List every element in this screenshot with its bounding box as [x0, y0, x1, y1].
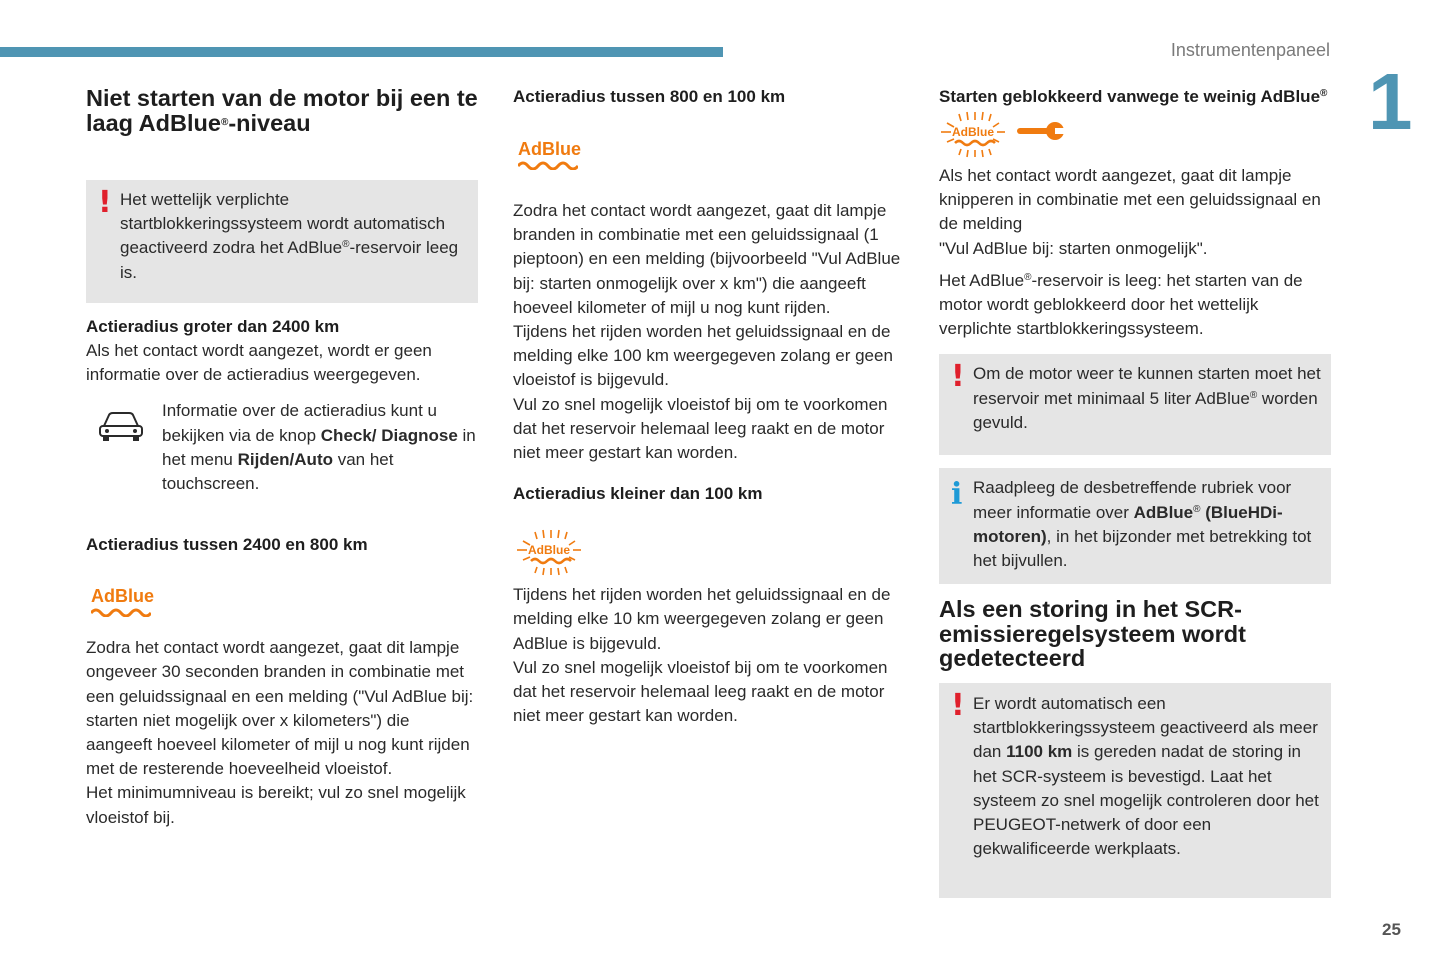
- range-text-under-100-a: Tijdens het rijden worden het geluidssignaal en de melding elke 10 km weergegeven zolang er geen AdBlue is bijgevuld.: [513, 585, 891, 653]
- adblue-lamp-blinking: [513, 529, 905, 583]
- blocked-title: Starten geblokkeerd vanwege te weinig AdBlue®: [939, 87, 1328, 106]
- column-2: [513, 85, 905, 728]
- range-text-2400-800: Zodra het contact wordt aangezet, gaat dit lampje ongeveer 30 seconden branden in combinatie met een geluidssignaal en een melding ("Vul AdBlue bij: starten niet mogelijk over x kilometers") die aangeeft hoeveel kilometer of mijl u nog kunt rijden met de resterende hoeveelheid vloeistof.: [86, 638, 474, 779]
- column-3: [939, 85, 1331, 898]
- chapter-number: 1: [1368, 57, 1413, 146]
- range-text-under-100-b: Vul zo snel mogelijk vloeistof bij om te voorkomen dat het reservoir helemaal leeg raakt en de motor niet meer gestart kan worden.: [513, 657, 888, 726]
- info-text: Raadpleeg de desbetreffende rubriek voor meer informatie over AdBlue® (BlueHDi-motoren), in het bijzonder met betrekking tot het bijvullen.: [973, 478, 1312, 571]
- warning-icon: !: [951, 359, 965, 395]
- warning-text: Om de motor weer te kunnen starten moet het reservoir met minimaal 5 liter AdBlue® worden gevuld.: [973, 364, 1321, 432]
- info-box: [939, 468, 1331, 584]
- warning-text: Het wettelijk verplichte startblokkeringssysteem wordt automatisch geactiveerd zodra het AdBlue®-reservoir leeg is.: [120, 190, 459, 282]
- adblue-blinking-icon: [513, 529, 585, 577]
- range-text-over-2400: Als het contact wordt aangezet, wordt er geen informatie over de actieradius weergegeven.: [86, 341, 432, 385]
- range-text-2400-800-b: Het minimumniveau is bereikt; vul zo snel mogelijk vloeistof bij.: [86, 783, 466, 827]
- info-with-car: [86, 399, 478, 496]
- range-title-over-2400: Actieradius groter dan 2400 km: [86, 317, 340, 336]
- svg-text:AdBlue: AdBlue: [528, 543, 570, 558]
- car-icon: [98, 411, 144, 443]
- blocked-text-1b: "Vul AdBlue bij: starten onmogelijk".: [939, 238, 1208, 258]
- wrench-icon: [1017, 120, 1067, 142]
- warning-box: [939, 354, 1331, 455]
- page-number: 25: [1382, 920, 1401, 939]
- svg-text:AdBlue: AdBlue: [952, 125, 994, 139]
- section-heading: Niet starten van de motor bij een te laag AdBlue®-niveau: [86, 85, 478, 136]
- adblue-blinking-icon: [937, 111, 1009, 159]
- range-text-800-100-c: Vul zo snel mogelijk vloeistof bij om te voorkomen dat het reservoir helemaal leeg raakt en de motor niet meer gestart kan worden.: [513, 394, 888, 463]
- warning-icon: !: [951, 687, 965, 723]
- info-text: Informatie over de actieradius kunt u bekijken via de knop Check/ Diagnose in het menu Rijden/Auto van het touchscreen.: [162, 401, 476, 494]
- range-text-800-100-b: Tijdens het rijden worden het geluidssignaal en de melding elke 100 km weergegeven zolang er geen vloeistof is bijgevuld.: [513, 322, 893, 390]
- scr-section-heading: Als een storing in het SCR-emissieregelsysteem wordt gedetecteerd: [939, 596, 1246, 672]
- range-text-800-100-a: Zodra het contact wordt aangezet, gaat dit lampje branden in combinatie met een geluidssignaal (1 pieptoon) en een melding (bijvoorbeeld "Vul AdBlue bij: starten onmogelijk over x km") die aangeeft hoeveel kilometer of mijl u nog kunt rijden.: [513, 201, 901, 317]
- warning-box: [939, 683, 1331, 898]
- range-title-under-100: Actieradius kleiner dan 100 km: [513, 484, 763, 504]
- warning-icon: !: [98, 185, 112, 220]
- adblue-lamp-2: [513, 139, 905, 199]
- adblue-icon: AdBlue: [518, 139, 581, 160]
- range-title-2400-800: Actieradius tussen 2400 en 800 km: [86, 535, 368, 555]
- adblue-icon: AdBlue: [91, 586, 154, 607]
- header-accent-bar: [0, 47, 723, 57]
- chapter-title: Instrumentenpaneel: [1170, 40, 1330, 60]
- range-title-800-100: Actieradius tussen 800 en 100 km: [513, 87, 786, 106]
- column-1: [86, 85, 478, 830]
- warning-box: [86, 180, 478, 303]
- blocked-text-1: Als het contact wordt aangezet, gaat dit lampje knipperen in combinatie met een geluidssignaal en de melding: [939, 166, 1321, 234]
- adblue-lamp-1: [86, 586, 478, 636]
- info-icon: i: [951, 477, 963, 513]
- warning-text: Er wordt automatisch een startblokkeringssysteem geactiveerd als meer dan 1100 km is gereden nadat de storing in het SCR-systeem is bevestigd. Laat het systeem zo snel mogelijk controleren door het PEUGEOT-netwerk of door een gekwalificeerde werkplaats.: [973, 693, 1319, 859]
- blocked-lamps: [939, 111, 1331, 159]
- blocked-text-2: Het AdBlue®-reservoir is leeg: het starten van de motor wordt geblokkeerd door het wettelijk verplichte startblokkeringssysteem.: [939, 270, 1303, 339]
